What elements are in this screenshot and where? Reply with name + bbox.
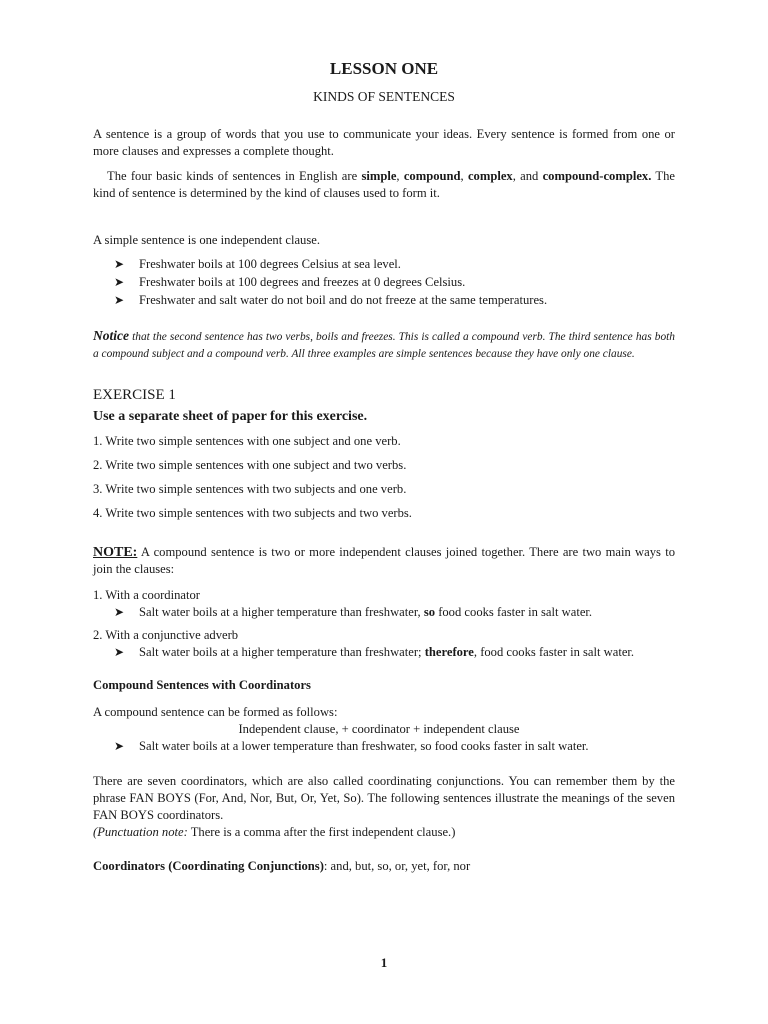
separator: , [460, 169, 468, 183]
join-method-2: 2. With a conjunctive adverb [93, 628, 239, 642]
example-text: Salt water boils at a lower temperature than freshwater, so food cooks faster in salt water. [139, 739, 589, 753]
term-compound: compound [403, 169, 461, 183]
separator: , and [512, 169, 543, 183]
conjunctive-adverb-word: therefore [424, 645, 474, 659]
exercise-instruction: Use a separate sheet of paper for this exercise. [93, 409, 368, 424]
arrowhead-bullet-icon: ➤ [114, 605, 125, 619]
punctuation-label: (Punctuation note: [93, 825, 188, 839]
punctuation-text: There is a comma after the first independent clause.) [187, 825, 456, 839]
coordinators-label: Coordinators (Coordinating Conjunctions) [93, 859, 324, 873]
example-text: Freshwater and salt water do not boil and do not freeze at the same temperatures. [139, 293, 548, 307]
note-label: NOTE: [93, 545, 138, 560]
coordinators-text: : and, but, so, or, yet, for, nor [323, 859, 471, 873]
arrowhead-bullet-icon: ➤ [114, 293, 125, 307]
example-text: food cooks faster in salt water. [435, 605, 593, 619]
formation-intro: A compound sentence can be formed as follows: [93, 705, 338, 719]
example-text: Freshwater boils at 100 degrees and freezes at 0 degrees Celsius. [139, 275, 466, 289]
coordinators-list [93, 858, 675, 875]
join-method-1: 1. With a coordinator [93, 588, 200, 602]
list-item [114, 644, 675, 661]
list-item [114, 738, 675, 755]
lesson-subtitle: KINDS OF SENTENCES [313, 89, 455, 104]
list-item [114, 292, 675, 309]
join-method-1-examples [93, 604, 675, 621]
formation-formula: Independent clause, + coordinator + independent clause [238, 722, 520, 736]
term-simple: simple [361, 169, 397, 183]
intro-paragraph-2 [93, 168, 675, 202]
document-page [93, 58, 675, 875]
fanboys-paragraph: There are seven coordinators, which are also called coordinating conjunctions. You can remember them by the phrase FAN BOYS (For, And, Nor, But, Or, Yet, So). The following sentences illustrate the meanings of the seven FAN BOYS coordinators. [93, 774, 675, 822]
example-text: Salt water boils at a higher temperature than freshwater, [139, 605, 424, 619]
lesson-title: LESSON ONE [329, 59, 439, 78]
exercise-item: 1. Write two simple sentences with one subject and one verb. [93, 434, 401, 448]
example-text: Freshwater boils at 100 degrees Celsius at sea level. [139, 257, 401, 271]
notice-text: that the second sentence has two verbs, boils and freezes. This is called a compound verb. The third sentence has both a compound subject and a compound verb. All three examples are simple sentences because they have only one clause. [93, 331, 675, 360]
arrowhead-bullet-icon: ➤ [114, 739, 125, 753]
exercise-item: 2. Write two simple sentences with one subject and two verbs. [93, 458, 407, 472]
simple-definition: A simple sentence is one independent clause. [93, 233, 320, 247]
notice-paragraph [93, 327, 675, 363]
arrowhead-bullet-icon: ➤ [114, 275, 125, 289]
formation-examples [93, 738, 675, 755]
note-paragraph [93, 544, 675, 578]
exercise-heading: EXERCISE 1 [93, 387, 176, 403]
list-item [114, 256, 675, 273]
intro-text: The kind of sentence is determined by the kind of clauses used to form it. [93, 169, 675, 200]
note-text: A compound sentence is two or more independent clauses joined together. There are two main ways to join the clauses: [93, 545, 675, 576]
section-heading: Compound Sentences with Coordinators [93, 678, 311, 692]
simple-examples-list [93, 256, 675, 309]
example-text: Salt water boils at a higher temperature than freshwater; [139, 645, 425, 659]
arrowhead-bullet-icon: ➤ [114, 645, 125, 659]
list-item [114, 604, 675, 621]
intro-paragraph-1: A sentence is a group of words that you use to communicate your ideas. Every sentence is formed from one or more clauses and expresses a complete thought. [93, 127, 675, 158]
intro-text: The four basic kinds of sentences in English are [107, 169, 362, 183]
list-item [114, 274, 675, 291]
coordinator-word: so [423, 605, 436, 619]
arrowhead-bullet-icon: ➤ [114, 257, 125, 271]
join-method-2-examples [93, 644, 675, 661]
page-number: 1 [380, 955, 388, 970]
term-complex: complex [467, 169, 513, 183]
exercise-item: 3. Write two simple sentences with two subjects and one verb. [93, 482, 407, 496]
example-text: , food cooks faster in salt water. [473, 645, 635, 659]
exercise-item: 4. Write two simple sentences with two subjects and two verbs. [93, 506, 412, 520]
separator: , [396, 169, 404, 183]
punctuation-note [93, 824, 675, 841]
notice-label: Notice [93, 328, 129, 343]
term-compound-complex: compound-complex. [542, 169, 652, 183]
